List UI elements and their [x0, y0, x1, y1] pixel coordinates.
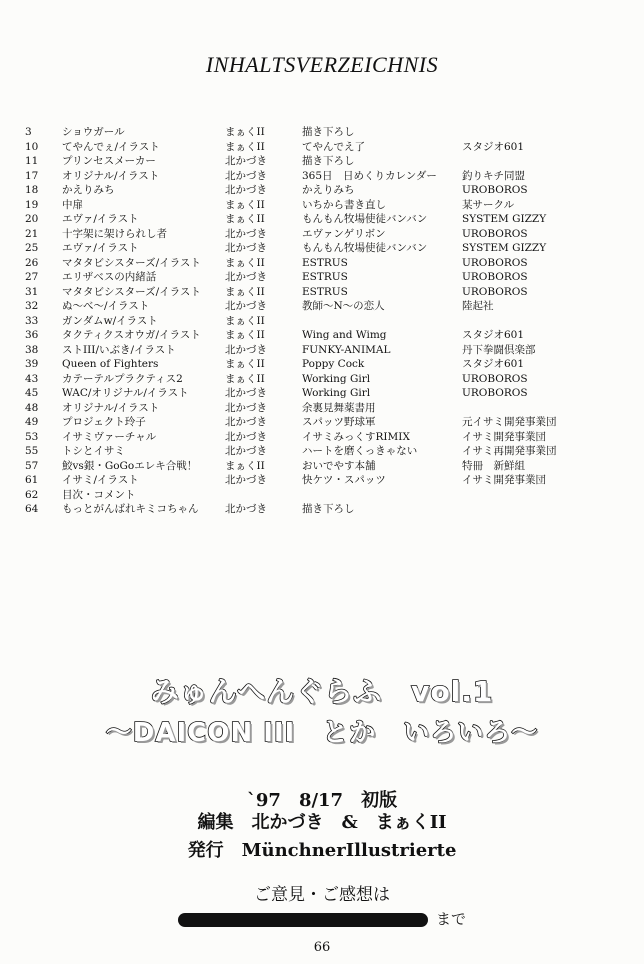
toc-artist: 北かづき [225, 343, 267, 356]
toc-work: 描き下ろし [302, 155, 355, 167]
toc-circle: UROBOROS [462, 227, 528, 240]
toc-row [25, 502, 625, 517]
edition-date: `97 8/17 初版 [246, 790, 398, 811]
toc-title: かえりみち [62, 184, 115, 196]
toc-page: 27 [25, 271, 39, 283]
toc-page: 45 [25, 387, 39, 399]
page-number: 66 [313, 940, 331, 955]
toc-page: 3 [25, 126, 32, 138]
toc-artist: まぁくII [225, 314, 265, 327]
toc-title: オリジナル/イラスト [62, 169, 160, 182]
feedback-line: ご意見・ご感想は [254, 885, 390, 905]
book-subtitle: 〜DAICON III とか いろいろ〜 [105, 718, 539, 748]
toc-artist: 北かづき [225, 271, 267, 283]
toc-circle: イサミ再開発事業団 [462, 445, 557, 457]
toc-work: 快ケツ・スパッツ [302, 474, 386, 486]
contact-suffix: まで [435, 910, 466, 928]
toc-row [25, 473, 625, 488]
toc-row [25, 299, 625, 314]
toc-title: エヴァ/イラスト [62, 213, 139, 225]
toc-title: 十字架に架けられし者 [62, 227, 167, 240]
toc-work: おいでやす本舗 [302, 459, 376, 472]
toc-title: プロジェクト玲子 [62, 416, 146, 428]
toc-row [25, 488, 625, 503]
toc-title: 目次・コメント [62, 488, 136, 501]
toc-row [25, 270, 625, 285]
toc-page: 11 [25, 155, 39, 167]
toc-circle: スタジオ601 [462, 329, 525, 341]
toc-circle: イサミ開発事業団 [462, 430, 546, 443]
toc-page: 39 [25, 358, 39, 370]
toc-work: Working Girl [302, 387, 371, 399]
toc-artist: 北かづき [225, 474, 267, 486]
toc-page: 53 [25, 430, 39, 443]
toc-row [25, 444, 625, 459]
toc-row [25, 415, 625, 430]
toc-page: 20 [25, 213, 39, 225]
toc-title: カテーテルプラクティス2 [62, 372, 183, 385]
toc-page: 38 [25, 343, 39, 356]
toc-row [25, 140, 625, 155]
toc-artist: 北かづき [225, 416, 267, 428]
toc-page: 17 [25, 169, 39, 182]
toc-artist: まぁくII [225, 213, 265, 225]
toc-row [25, 125, 625, 140]
toc-artist: 北かづき [225, 242, 267, 254]
publisher-line: 発行 MünchnerIllustrierte [187, 840, 457, 861]
toc-page: 62 [25, 488, 39, 501]
toc-title: Queen of Fighters [62, 358, 159, 370]
toc-title: トシとイサミ [62, 445, 125, 457]
toc-row [25, 256, 625, 271]
toc-work: もんもん牧場使徒バンバン [302, 213, 428, 225]
toc-row [25, 183, 625, 198]
toc-artist: まぁくII [225, 256, 265, 269]
toc-work: 余裏見舞薬書用 [302, 401, 376, 414]
toc-circle: スタジオ601 [462, 140, 525, 153]
toc-page: 48 [25, 401, 39, 414]
toc-title: ぬ〜べ〜/イラスト [62, 300, 150, 312]
toc-artist: 北かづき [225, 445, 267, 457]
toc-work: Wing and Wimg [302, 329, 387, 341]
toc-work: ESTRUS [302, 256, 348, 269]
toc-artist: 北かづき [225, 430, 267, 443]
toc-circle: 元イサミ開発事業団 [462, 416, 557, 428]
toc-row [25, 372, 625, 387]
table-of-contents [25, 125, 625, 517]
toc-artist: 北かづき [225, 155, 267, 167]
toc-row [25, 401, 625, 416]
toc-page: 36 [25, 329, 39, 341]
toc-row [25, 343, 625, 358]
toc-artist: まぁくII [225, 140, 265, 153]
toc-page: 21 [25, 227, 39, 240]
toc-circle: SYSTEM GIZZY [462, 242, 547, 254]
toc-page: 25 [25, 242, 39, 254]
contact-line [0, 908, 644, 929]
toc-work: 描き下ろし [302, 503, 355, 515]
toc-artist: 北かづき [225, 300, 267, 312]
toc-page: 43 [25, 372, 39, 385]
toc-circle: UROBOROS [462, 372, 528, 385]
toc-row [25, 357, 625, 372]
toc-title: ショウガール [62, 126, 125, 138]
toc-artist: 北かづき [225, 387, 267, 399]
toc-page: 31 [25, 285, 39, 298]
toc-artist: 北かづき [225, 184, 267, 196]
toc-row [25, 314, 625, 329]
toc-artist: まぁくII [225, 198, 265, 211]
toc-page: 26 [25, 256, 39, 269]
toc-work: エヴァンゲリボン [302, 227, 386, 240]
toc-circle: UROBOROS [462, 256, 528, 269]
page-title: INHALTSVERZEICHNIS [205, 52, 439, 77]
toc-title: エリザベスの内緒話 [62, 271, 157, 283]
toc-row [25, 169, 625, 184]
toc-title: マタタビシスターズ/イラスト [62, 285, 201, 298]
toc-title: タクティクスオウガ/イラスト [62, 329, 201, 341]
toc-circle: 釣りキチ同盟 [462, 169, 525, 182]
toc-row [25, 430, 625, 445]
toc-circle: 某サークル [462, 198, 515, 211]
toc-work: 描き下ろし [302, 126, 355, 138]
toc-artist: 北かづき [225, 227, 267, 240]
toc-artist: まぁくII [225, 285, 265, 298]
toc-artist: 北かづき [225, 503, 267, 515]
toc-title: ガンダムw/イラスト [62, 314, 158, 327]
toc-page: 33 [25, 314, 39, 327]
toc-work: スパッツ野球軍 [302, 416, 376, 428]
toc-circle: 陸起社 [462, 300, 494, 312]
toc-page: 64 [25, 503, 39, 515]
toc-work: Poppy Cock [302, 358, 365, 370]
toc-work: もんもん牧場使徒バンバン [302, 242, 428, 254]
toc-work: イサミみっくすRIMIX [302, 430, 410, 443]
toc-circle: 特冊 新鮮組 [462, 459, 525, 472]
toc-artist: 北かづき [225, 401, 267, 414]
toc-artist: まぁくII [225, 329, 265, 341]
toc-page: 57 [25, 459, 39, 472]
toc-title: ストIII/いぶき/イラスト [62, 343, 176, 356]
toc-artist: まぁくII [225, 372, 265, 385]
toc-work: Working Girl [302, 372, 371, 385]
toc-work: いちから書き直し [302, 198, 386, 211]
toc-row [25, 198, 625, 213]
toc-title: プリンセスメーカー [62, 155, 156, 167]
redacted-contact [178, 913, 428, 927]
toc-row [25, 285, 625, 300]
toc-artist: まぁくII [225, 459, 265, 472]
toc-page: 19 [25, 198, 39, 211]
toc-row [25, 328, 625, 343]
toc-page: 49 [25, 416, 39, 428]
toc-work: FUNKY-ANIMAL [302, 343, 391, 356]
toc-title: オリジナル/イラスト [62, 401, 160, 414]
toc-circle: UROBOROS [462, 387, 528, 399]
toc-title: WAC/オリジナル/イラスト [62, 387, 189, 399]
toc-circle: SYSTEM GIZZY [462, 213, 547, 225]
toc-row [25, 227, 625, 242]
toc-work: てやんでえ了 [302, 140, 365, 153]
toc-artist: まぁくII [225, 358, 265, 370]
toc-work: かえりみち [302, 184, 355, 196]
toc-title: てやんでぇ/イラスト [62, 140, 160, 153]
toc-page: 18 [25, 184, 39, 196]
toc-circle: イサミ開発事業団 [462, 474, 546, 486]
toc-circle: UROBOROS [462, 184, 528, 196]
toc-circle: スタジオ601 [462, 358, 525, 370]
editors-line: 編集 北かづき & まぁくII [197, 812, 447, 833]
toc-page: 55 [25, 445, 39, 457]
toc-title: イサミ/イラスト [62, 474, 139, 486]
toc-artist: 北かづき [225, 169, 267, 182]
toc-work: 教師〜N〜の恋人 [302, 300, 385, 312]
toc-row [25, 154, 625, 169]
toc-row [25, 241, 625, 256]
toc-title: マタタビシスターズ/イラスト [62, 256, 201, 269]
toc-title: 中扉 [62, 198, 83, 211]
toc-work: 365日 日めくりカレンダー [302, 169, 437, 182]
toc-circle: 丹下拳闘倶楽部 [462, 343, 536, 356]
toc-artist: まぁくII [225, 126, 265, 138]
toc-page: 61 [25, 474, 39, 486]
toc-circle: UROBOROS [462, 271, 528, 283]
toc-work: ESTRUS [302, 285, 348, 298]
toc-title: 鮫vs銀・GoGoエレキ合戦！ [62, 459, 198, 472]
toc-circle: UROBOROS [462, 285, 528, 298]
toc-title: エヴァ/イラスト [62, 242, 139, 254]
toc-title: イサミヴァーチャル [62, 430, 157, 443]
toc-title: もっとがんばれキミコちゃん [62, 503, 199, 515]
toc-page: 32 [25, 300, 39, 312]
toc-work: ハートを磨くっきゃない [302, 445, 418, 457]
book-title: みゅんへんぐらふ vol.1 [150, 675, 494, 708]
toc-page: 10 [25, 140, 39, 153]
toc-row [25, 212, 625, 227]
toc-work: ESTRUS [302, 271, 348, 283]
toc-row [25, 386, 625, 401]
toc-row [25, 459, 625, 474]
